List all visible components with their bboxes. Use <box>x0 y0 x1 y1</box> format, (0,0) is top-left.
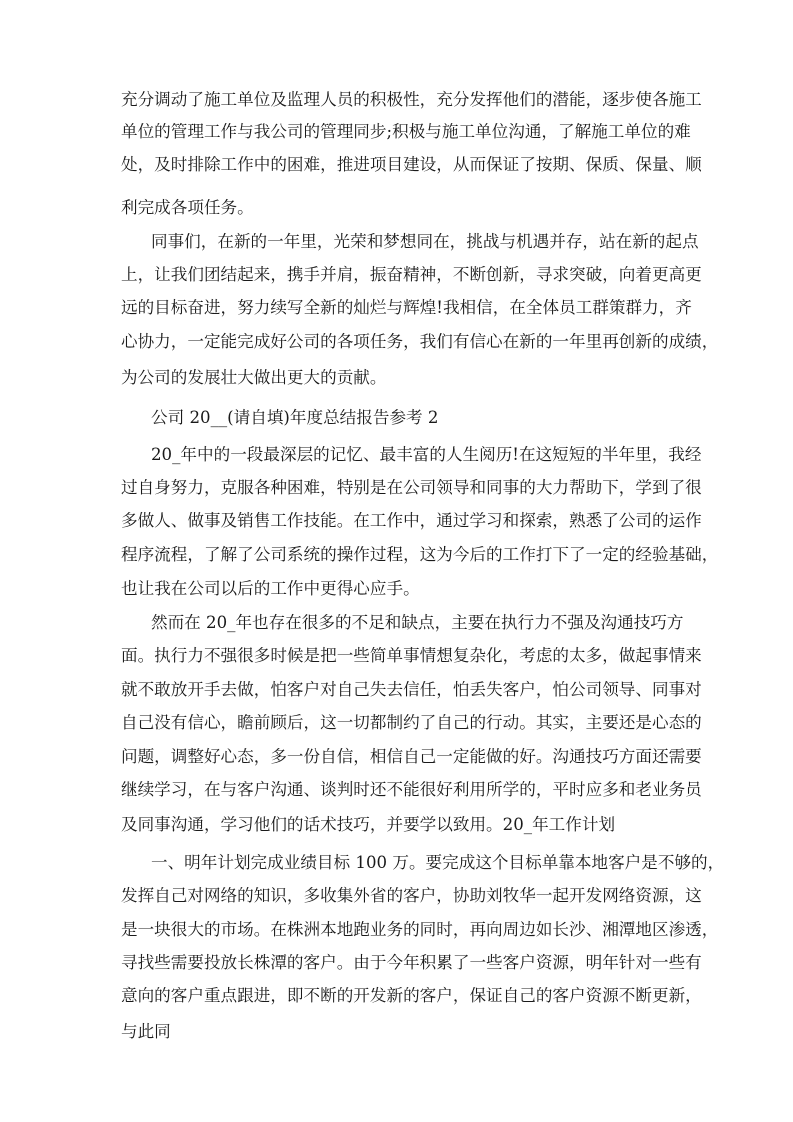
text-line: 是一块很大的市场。在株洲本地跑业务的同时，再向周边如长沙、湘潭地区渗透， <box>121 920 719 939</box>
text-line: 继续学习，在与客户沟通、谈判时还不能很好利用所学的，平时应多和老业务员 <box>121 780 702 799</box>
text-line: 意向的客户重点跟进，即不断的开发新的客户，保证自己的客户资源不断更新， <box>121 986 702 1005</box>
text-line: 及同事沟通，学习他们的话术技巧，并要学以致用。20_年工作计划 <box>121 815 616 834</box>
section-heading: 公司 20__(请自填)年度总结报告参考 2 <box>151 408 439 427</box>
text-line: 就不敢放开手去做，怕客户对自己失去信任，怕丢失客户，怕公司领导、同事对 <box>121 680 702 699</box>
text-line: 面。执行力不强很多时候是把一些简单事情想复杂化，考虑的太多，做起事情来 <box>121 646 702 665</box>
text-line: 远的目标奋进，努力续写全新的灿烂与辉煌!我相信，在全体员工群策群力，齐 <box>121 298 692 317</box>
text-line: 过自身努力，克服各种困难，特别是在公司领导和同事的大力帮助下，学到了很 <box>121 478 702 497</box>
text-line: 然而在 20_年也存在很多的不足和缺点，主要在执行力不强及沟通技巧方 <box>151 613 684 632</box>
text-line: 一、明年计划完成业绩目标 100 万。要完成这个目标单靠本地客户是不够的， <box>151 853 725 872</box>
text-line: 程序流程，了解了公司系统的操作过程，这为今后的工作打下了一定的经验基础， <box>121 545 719 564</box>
text-line: 发挥自己对网络的知识，多收集外省的客户，协助刘牧华一起开发网络资源，这 <box>121 886 702 905</box>
text-line: 心协力，一定能完成好公司的各项任务，我们有信心在新的一年里再创新的成绩， <box>121 332 719 351</box>
text-line: 充分调动了施工单位及监理人员的积极性，充分发挥他们的潜能，逐步使各施工 <box>121 90 702 109</box>
text-line: 为公司的发展壮大做出更大的贡献。 <box>121 368 387 387</box>
text-line: 20_年中的一段最深层的记忆、最丰富的人生阅历!在这短短的半年里，我经 <box>151 445 702 464</box>
text-line: 上，让我们团结起来，携手并肩，振奋精神，不断创新，寻求突破，向着更高更 <box>121 265 702 284</box>
text-line: 寻找些需要投放长株潭的客户。由于今年积累了一些客户资源，明年针对一些有 <box>121 953 702 972</box>
text-line: 单位的管理工作与我公司的管理同步;积极与施工单位沟通，了解施工单位的难 <box>121 122 691 141</box>
text-line: 利完成各项任务。 <box>121 198 254 217</box>
text-line: 同事们，在新的一年里，光荣和梦想同在，挑战与机遇并存，站在新的起点 <box>151 232 699 251</box>
text-line: 自己没有信心，瞻前顾后，这一切都制约了自己的行动。其实，主要还是心态的 <box>121 713 702 732</box>
text-line: 多做人、做事及销售工作技能。在工作中，通过学习和探索，熟悉了公司的运作 <box>121 511 702 530</box>
text-line: 处，及时排除工作中的困难，推进项目建设，从而保证了按期、保质、保量、顺 <box>121 155 702 174</box>
text-line: 也让我在公司以后的工作中更得心应手。 <box>121 579 420 598</box>
text-line: 问题，调整好心态，多一份自信，相信自己一定能做的好。沟通技巧方面还需要 <box>121 747 702 766</box>
text-line: 与此同 <box>121 1022 171 1041</box>
